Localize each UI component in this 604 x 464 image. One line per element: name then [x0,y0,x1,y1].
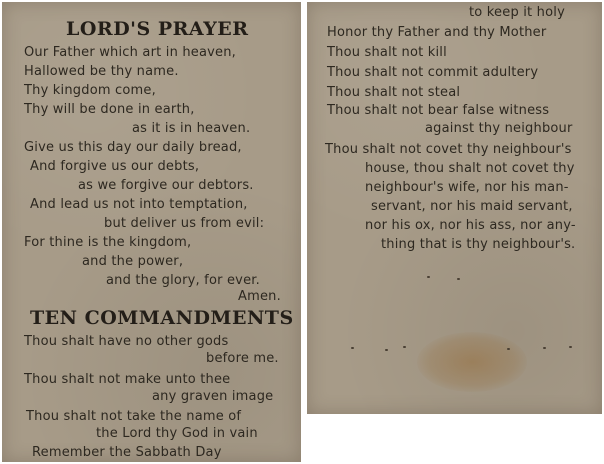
prayer-line: Amen. [238,289,281,304]
commandment-line: any graven image [152,389,274,404]
commandment-line: the Lord thy God in vain [96,426,258,441]
prayer-line: and the power, [82,254,184,269]
stain-mark [417,332,527,392]
commandment-line: Thou shalt not bear false witness [327,103,550,118]
commandment-line: neighbour's wife, nor his man- [365,180,569,195]
prayer-line: but deliver us from evil: [104,216,265,231]
commandment-line: Thou shalt have no other gods [24,334,229,349]
prayer-line: Hallowed be thy name. [24,64,179,79]
commandment-line: Thou shalt not covet thy neighbour's [325,142,572,157]
prayer-line: And lead us not into temptation, [30,197,248,212]
speck-mark [543,347,546,349]
commandment-line: Thou shalt not make unto thee [24,372,231,387]
lords-prayer-heading: LORD'S PRAYER [66,18,249,40]
commandment-line: nor his ox, nor his ass, nor any- [365,218,576,233]
commandment-line: Thou shalt not commit adultery [327,65,539,80]
commandment-line: Thou shalt not kill [327,45,447,60]
left-card [2,2,301,462]
speck-mark [351,347,354,349]
speck-mark [569,346,572,348]
prayer-line: And forgive us our debts, [30,159,200,174]
commandment-line: servant, nor his maid servant, [371,199,573,214]
commandment-line: house, thou shalt not covet thy [365,161,575,176]
speck-mark [457,278,460,280]
commandment-line: before me. [206,351,279,366]
speck-mark [507,348,510,350]
commandment-line: to keep it holy [469,5,565,20]
prayer-line: Thy will be done in earth, [24,102,195,117]
prayer-line: as it is in heaven. [132,121,251,136]
ten-commandments-heading: TEN COMMANDMENTS [30,307,294,329]
prayer-line: and the glory, for ever. [106,273,260,288]
prayer-line: Our Father which art in heaven, [24,45,237,60]
prayer-line: Thy kingdom come, [24,83,156,98]
prayer-line: as we forgive our debtors. [78,178,254,193]
commandment-line: Honor thy Father and thy Mother [327,25,547,40]
speck-mark [385,349,388,351]
commandment-line: thing that is thy neighbour's. [381,237,576,252]
prayer-line: For thine is the kingdom, [24,235,192,250]
commandment-line: Thou shalt not take the name of [26,409,242,424]
prayer-line: Give us this day our daily bread, [24,140,242,155]
commandment-line: Remember the Sabbath Day [32,445,222,460]
commandment-line: against thy neighbour [425,121,573,136]
commandment-line: Thou shalt not steal [327,85,461,100]
speck-mark [403,346,406,348]
speck-mark [427,276,430,278]
right-card [307,2,602,414]
